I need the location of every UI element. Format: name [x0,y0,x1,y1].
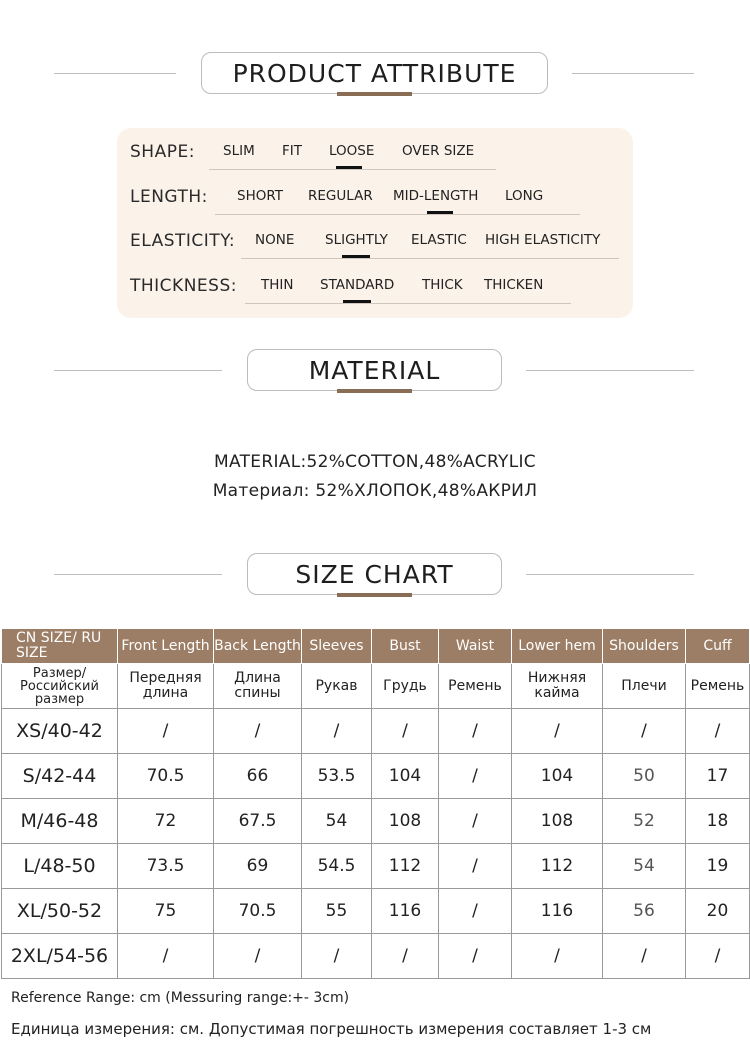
header-divider-right [526,574,694,575]
table-cell: 75 [118,889,214,934]
column-header-ru: Длина спины [214,664,302,709]
size-cell: L/48-50 [2,844,118,889]
table-cell: 104 [512,754,603,799]
table-row [2,934,750,979]
table-row [2,844,750,889]
table-cell: / [372,709,439,754]
attribute-option: ELASTIC [411,232,467,248]
attribute-option: SHORT [237,188,283,204]
table-cell: / [512,934,603,979]
table-cell: 53.5 [302,754,372,799]
column-header-ru: Размер/ Российский размер [2,664,118,709]
table-cell: / [214,709,302,754]
section-title-attribute: PRODUCT ATTRIBUTE [201,52,548,94]
column-header: Bust [372,629,439,664]
attribute-option: HIGH ELASTICITY [485,232,601,248]
column-header-ru: Передняя длина [118,664,214,709]
table-row [2,709,750,754]
table-cell: / [512,709,603,754]
header-divider-left [54,370,222,371]
header-divider-left [54,73,176,74]
attribute-option-selected: LOOSE [329,143,375,159]
selected-marker [427,211,453,214]
table-cell: 108 [512,799,603,844]
attribute-option-selected: SLIGHTLY [325,232,388,248]
table-cell: 104 [372,754,439,799]
selected-marker [343,300,371,303]
table-cell: 18 [686,799,750,844]
header-accent-bar [337,593,412,597]
column-header-ru: Плечи [603,664,686,709]
table-row [2,754,750,799]
table-cell: 54.5 [302,844,372,889]
table-cell: / [439,709,512,754]
attribute-option: REGULAR [308,188,373,204]
attribute-option: THIN [261,277,294,293]
column-header: Cuff [686,629,750,664]
material-text-en: MATERIAL:52%COTTON,48%ACRYLIC [214,452,536,472]
column-header: Waist [439,629,512,664]
note-measurement-ru: Единица измерения: см. Допустимая погрешность измерения составляет 1-3 см [11,1020,652,1038]
table-cell: / [372,934,439,979]
table-cell: / [118,934,214,979]
attribute-label: ELASTICITY: [130,231,236,251]
attribute-option-selected: MID-LENGTH [393,188,479,204]
column-header: Shoulders [603,629,686,664]
attribute-underline [209,169,496,170]
header-divider-right [572,73,694,74]
attribute-option: FIT [282,143,302,159]
attribute-label: LENGTH: [130,187,208,207]
size-cell: XL/50-52 [2,889,118,934]
header-accent-bar [337,92,412,96]
table-cell: 50 [603,754,686,799]
table-cell: 69 [214,844,302,889]
table-cell: 116 [512,889,603,934]
attribute-underline [215,214,580,215]
table-cell: 70.5 [118,754,214,799]
table-cell: 52 [603,799,686,844]
header-accent-bar [337,389,412,393]
attribute-option: OVER SIZE [402,143,475,159]
table-cell: 116 [372,889,439,934]
table-cell: 20 [686,889,750,934]
attribute-label: SHAPE: [130,142,195,162]
section-title-size-chart: SIZE CHART [247,553,502,595]
table-cell: / [439,934,512,979]
column-header-ru: Ремень [439,664,512,709]
column-header-ru: Грудь [372,664,439,709]
size-cell: M/46-48 [2,799,118,844]
attribute-option-selected: STANDARD [320,277,395,293]
attribute-option: THICK [422,277,463,293]
column-header: Back Length [214,629,302,664]
table-cell: / [439,754,512,799]
table-cell: 72 [118,799,214,844]
table-cell: / [603,934,686,979]
size-cell: XS/40-42 [2,709,118,754]
table-cell: 54 [302,799,372,844]
column-header: Lower hem [512,629,603,664]
section-title-material: MATERIAL [247,349,502,391]
table-cell: 54 [603,844,686,889]
column-header: Sleeves [302,629,372,664]
table-cell: / [118,709,214,754]
attribute-row-shape [117,140,633,172]
table-cell: 73.5 [118,844,214,889]
table-cell: / [439,844,512,889]
table-cell: 70.5 [214,889,302,934]
header-divider-right [526,370,694,371]
table-cell: 56 [603,889,686,934]
size-header-row-ru [2,664,750,709]
column-header-ru: Нижняя кайма [512,664,603,709]
size-chart-table [1,628,750,979]
selected-marker [342,255,370,258]
attribute-row-elasticity [117,229,633,261]
attribute-row-thickness [117,274,633,306]
note-reference-range: Reference Range: cm (Messuring range:+- 3cm) [11,990,350,1006]
attribute-underline [241,258,619,259]
column-header-ru: Ремень [686,664,750,709]
column-header: CN SIZE/ RU SIZE [2,629,118,664]
column-header: Front Length [118,629,214,664]
size-cell: S/42-44 [2,754,118,799]
header-divider-left [54,574,222,575]
material-text-ru: Материал: 52%ХЛОПОК,48%АКРИЛ [212,481,538,501]
table-cell: / [603,709,686,754]
table-cell: / [439,889,512,934]
table-cell: 67.5 [214,799,302,844]
table-cell: / [214,934,302,979]
attribute-option: LONG [505,188,544,204]
table-cell: / [686,934,750,979]
table-cell: 66 [214,754,302,799]
table-cell: 55 [302,889,372,934]
table-cell: 108 [372,799,439,844]
table-cell: 112 [512,844,603,889]
size-cell: 2XL/54-56 [2,934,118,979]
table-cell: 17 [686,754,750,799]
attribute-underline [245,303,571,304]
table-cell: / [686,709,750,754]
table-row [2,889,750,934]
size-header-row-en [2,629,750,664]
attribute-panel [117,128,633,318]
table-row [2,799,750,844]
attribute-option: THICKEN [484,277,544,293]
column-header-ru: Рукав [302,664,372,709]
attribute-option: SLIM [223,143,255,159]
table-cell: 112 [372,844,439,889]
table-cell: 19 [686,844,750,889]
table-cell: / [439,799,512,844]
attribute-label: THICKNESS: [130,276,237,296]
table-cell: / [302,709,372,754]
attribute-row-length [117,185,633,217]
selected-marker [336,166,362,169]
attribute-option: NONE [255,232,295,248]
table-cell: / [302,934,372,979]
